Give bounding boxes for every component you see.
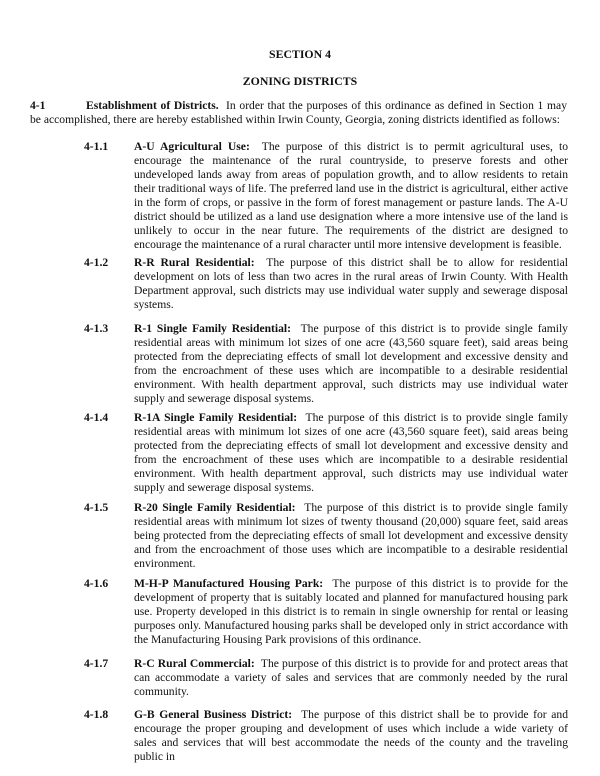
district-label: R-C Rural Commercial: (134, 657, 255, 670)
intro-label: Establishment of Districts. (86, 99, 219, 112)
district-label: R-1A Single Family Residential: (134, 411, 298, 424)
district-text: The purpose of this district is to provide single family residential areas with minimum lot sizes of twenty thousand (20,000) square feet, said areas being protected from the depreciating effects of small lot development and excessive density and from the encroachment of those uses which are incompatible to a desirable residential environment. (134, 501, 568, 570)
district-number: 4-1.2 (84, 256, 109, 269)
district-number: 4-1.4 (84, 411, 109, 424)
district-number: 4-1.7 (84, 657, 109, 670)
district-text: The purpose of this district is to provide single family residential areas with minimum lot sizes of one acre (43,560 square feet), said areas being protected from the depreciating effects of small lot development and excessive density and from the encroachment of these uses which are incompatible to a desirable residential environment. With health department approval, such districts may use individual water supply and sewerage disposal systems. (134, 411, 568, 494)
district-entry-r-1a (84, 411, 568, 495)
district-number: 4-1.5 (84, 501, 109, 514)
district-label: R-20 Single Family Residential: (134, 501, 296, 514)
district-number: 4-1.8 (84, 708, 109, 721)
district-entry-g-b (84, 708, 568, 764)
section-title: ZONING DISTRICTS (242, 74, 358, 88)
district-text: The purpose of this district is to provide single family residential areas with minimum lot sizes of one acre (43,560 square feet), said areas being protected from the depreciating effects of small lot development and excessive density and from the encroachment of these uses which are incompatible to a desirable residential environment. With health department approval, such districts may use individual water supply and sewerage disposal systems. (134, 322, 568, 405)
district-number: 4-1.6 (84, 577, 109, 590)
district-text: The purpose of this district shall be to provide for and encourage the proper grouping and development of uses which include a wide variety of sales and services that will best accommodate the needs of the county and the traveling public in (134, 708, 568, 763)
district-entry-m-h-p (84, 577, 568, 647)
district-entry-r-r (84, 256, 568, 312)
district-label: G-B General Business District: (134, 708, 293, 721)
intro-paragraph (30, 99, 567, 127)
section-heading: SECTION 4 (269, 47, 331, 61)
district-text: The purpose of this district shall be to allow for residential development on lots of less than two acres in the rural areas of Irwin County. With Health Department approval, such districts may use individual water supply and sewerage disposal systems. (134, 256, 568, 311)
district-text: The purpose of this district is to permit agricultural uses, to encourage the maintenance of the rural countryside, to preserve forests and other undeveloped lands away from areas of population growth, and to allow residents to retain their traditional ways of life. The preferred land use in the district is agricultural, either active in the form of crops, or passive in the form of forest management or pasture lands. The A-U district should be utilized as a land use designation where a more intensive use of the land is unlikely to occur in the near future. The requirements of the district are designed to encourage the maintenance of a rural character until more intensive development is feasible. (134, 140, 569, 251)
intro-text: In order that the purposes of this ordinance as defined in Section 1 may be accomplished, there are hereby established within Irwin County, Georgia, zoning districts identified as follows: (30, 99, 568, 126)
district-number: 4-1.3 (84, 322, 109, 335)
district-entry-a-u (84, 140, 568, 252)
district-entry-r-c (84, 657, 568, 699)
district-label: M-H-P Manufactured Housing Park: (134, 577, 324, 590)
district-entry-r-1 (84, 322, 568, 406)
district-number: 4-1.1 (84, 140, 109, 153)
district-label: A-U Agricultural Use: (134, 140, 250, 153)
district-text: The purpose of this district is to provide for and protect areas that can accommodate a variety of sales and services that are commonly needed by the rural community. (134, 657, 568, 698)
district-label: R-1 Single Family Residential: (134, 322, 291, 335)
intro-number: 4-1 (30, 99, 46, 112)
district-entry-r-20 (84, 501, 568, 571)
district-text: The purpose of this district is to provide for the development of property that is suitably located and planned for manufactured housing park use. Property developed in this district is to remain in single ownership for rental or leasing purposes only. Manufactured housing parks shall be developed only in strict accordance with the Manufacturing Housing Park provisions of this ordinance. (134, 577, 569, 646)
district-label: R-R Rural Residential: (134, 256, 255, 269)
